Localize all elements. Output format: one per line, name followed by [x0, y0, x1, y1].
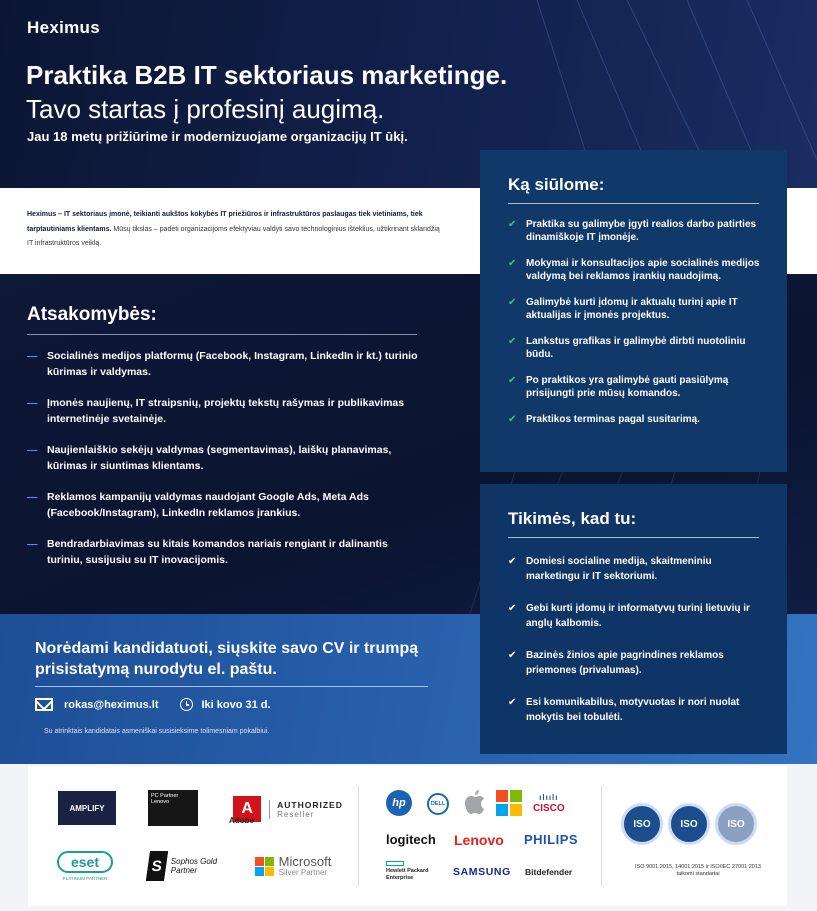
responsibilities-list [27, 348, 422, 583]
iso-badge: ISO [621, 803, 663, 845]
list-item: — Įmonės naujienų, IT straipsnių, projektų tekstų rašymas ir publikavimas internetinėje svetainėje. [27, 397, 405, 425]
logitech-logo: logitech [386, 832, 436, 847]
list-item: — Bendradarbiavimas su kitais komandos nariais rengiant ir dalinantis turiniu, susijusiu su IT inovacijomis. [27, 538, 388, 566]
iso-note: ISO 9001:2015, 14001:2015 ir ISO/IEC 27001:2013 taikomi standartai [635, 864, 761, 877]
list-item: — Naujienlaiškio sekėjų valdymas (segmentavimas), laiškų planavimas, kūrimas ir siuntimas klientams. [27, 444, 392, 472]
list-item: ✔ Praktika su galimybe įgyti realios darbo patirties dinamiškoje IT įmonėje. [508, 219, 757, 243]
clock-icon [180, 698, 193, 711]
microsoft-icon [255, 857, 274, 876]
check-icon: ✔ [508, 650, 517, 661]
list-item: — Reklamos kampanijų valdymas naudojant Google Ads, Meta Ads (Facebook/Instagram), LinkedIn reklamos įrankius. [27, 491, 369, 519]
divider [358, 786, 359, 886]
check-icon: ✔ [508, 556, 517, 567]
divider [508, 537, 759, 538]
hp-logo: hp [386, 790, 412, 816]
adobe-icon: A [233, 796, 261, 822]
list-item: ✔ Lankstus grafikas ir galimybė dirbti nuotoliniu būdu. [508, 336, 746, 360]
eset-logo: eset PLATINUM PARTNER [56, 846, 114, 886]
page-subtitle: Tavo startas į profesinį augimą. [26, 94, 385, 124]
apply-note: Su atrinktais kandidatais asmeniškai susisieksime tolimesniam pokalbiui. [44, 728, 270, 735]
microsoft-icon [496, 790, 522, 816]
list-item: ✔ Gebi kurti įdomų ir informatyvų turinį lietuvių ir anglų kalbomis. [508, 603, 750, 629]
dash-icon: — [27, 491, 38, 503]
expect-list [508, 554, 763, 742]
expect-title: Tikimės, kad tu: [508, 509, 637, 528]
contact-row [35, 698, 271, 711]
intro-text [27, 208, 447, 252]
check-icon: ✔ [508, 258, 517, 269]
list-item: ✔ Esi komunikabilus, motyvuotas ir nori nuolat mokytis bei tobulėti. [508, 697, 740, 723]
philips-logo: PHILIPS [524, 832, 579, 847]
samsung-logo: SAMSUNG [453, 866, 511, 878]
list-item: ✔ Mokymai ir konsultacijos apie socialinės medijos valdymą bei reklamos įrankių naudojimą. [508, 258, 760, 282]
check-icon: ✔ [508, 297, 517, 308]
expect-card [480, 484, 787, 754]
list-item: ✔ Bazinės žinios apie pagrindines reklamos priemones (privalumas). [508, 650, 724, 676]
sophos-logo: S Sophos Gold Partner [148, 848, 228, 884]
hpe-icon [386, 861, 404, 866]
apply-title: Norėdami kandidatuoti, siųskite savo CV ir trumpą prisistatymą nurodytu el. paštu. [35, 640, 419, 678]
deadline: Iki kovo 31 d. [201, 698, 271, 711]
list-item: ✔ Po praktikos yra galimybė gauti pasiūlymą prisijungti prie mūsų komandos. [508, 375, 729, 399]
offer-card [480, 150, 787, 472]
microsoft-logo: Microsoft Silver Partner [248, 852, 338, 880]
pc-partner-logo: PC Partner Lenovo [148, 790, 198, 826]
divider [508, 203, 759, 204]
email-link[interactable]: rokas@heximus.lt [64, 698, 159, 711]
check-icon: ✔ [508, 414, 517, 425]
adobe-reseller-logo: A AUTHORIZED Reseller [228, 790, 348, 828]
divider [601, 786, 602, 886]
intro-bold: Heximus – IT sektoriaus įmonė, teikianti aukštos kokybės IT priežiūros ir infrastruktūros paslaugas tiek vietiniams, tiek tarptautiniams klientams. [27, 211, 423, 233]
responsibilities-title: Atsakomybės: [27, 304, 157, 325]
page-tagline: Jau 18 metų prižiūrime ir modernizuojame organizacijų IT ūkį. [27, 129, 408, 144]
page-title: Praktika B2B IT sektoriaus marketinge. [26, 60, 508, 90]
intro-rest: Mūsų tikslas – padėti organizacijoms efektyviau valdyti savo technologinius išteklius, užtikrinant sklandžią IT infrastruktūros veiklą. [27, 225, 440, 247]
list-item: ✔ Domiesi socialine medija, skaitmeniniu marketingu ir IT sektoriumi. [508, 556, 712, 582]
dash-icon: — [27, 397, 38, 409]
list-item: — Socialinės medijos platformų (Facebook, Instagram, LinkedIn ir kt.) turinio kūrimas ir valdymas. [27, 350, 418, 378]
amplify-logo: AMPLIFY [58, 791, 116, 825]
mail-icon [35, 698, 53, 711]
dash-icon: — [27, 538, 38, 550]
heximus-logo[interactable]: Heximus [27, 18, 100, 37]
adobe-name: Adobe [229, 816, 254, 825]
divider [35, 686, 428, 687]
hpe-logo: Hewlett Packard Enterprise [386, 861, 432, 881]
lenovo-logo: Lenovo [454, 832, 504, 848]
check-icon: ✔ [508, 336, 517, 347]
check-icon: ✔ [508, 697, 517, 708]
check-icon: ✔ [508, 603, 517, 614]
divider [27, 334, 417, 335]
check-icon: ✔ [508, 375, 517, 386]
iso-badge: ISO [668, 803, 710, 845]
cisco-logo: ılıılı CISCO [533, 793, 565, 814]
dell-logo: DELL [427, 793, 449, 815]
apple-icon [465, 790, 485, 814]
partners-strip [28, 766, 787, 906]
offer-list [508, 219, 763, 441]
list-item: ✔ Galimybė kurti įdomų ir aktualų turinį apie IT aktualijas ir įmonės projektus. [508, 297, 738, 321]
dash-icon: — [27, 350, 38, 362]
check-icon: ✔ [508, 219, 517, 230]
iso-badge: ISO [715, 803, 757, 845]
offer-title: Ką siūlome: [508, 175, 605, 194]
bitdefender-logo: Bitdefender [525, 867, 573, 877]
sophos-icon: S [146, 851, 168, 881]
dash-icon: — [27, 444, 38, 456]
list-item: ✔ Praktikos terminas pagal susitarimą. [508, 414, 700, 425]
